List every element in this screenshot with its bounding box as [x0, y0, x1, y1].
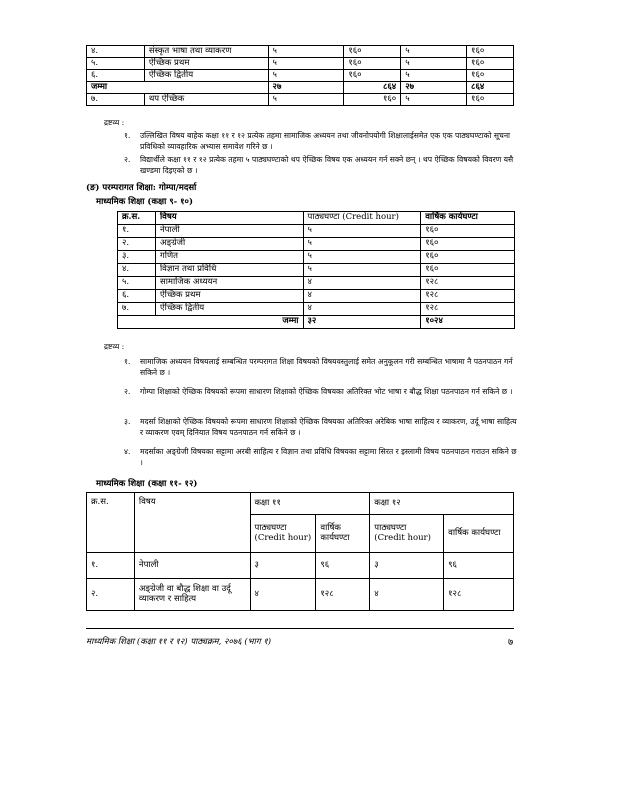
annual-cell: ९६ — [316, 553, 370, 579]
header-annual: वार्षिक कार्यघण्टा — [444, 515, 514, 553]
footer-rule — [86, 628, 514, 629]
table-row — [118, 303, 515, 316]
serial-cell: ७. — [87, 94, 145, 106]
header-annual: वार्षिक कार्यघण्टा — [421, 212, 515, 225]
table-row — [87, 46, 514, 58]
annual-cell: १६० — [467, 94, 514, 106]
note-text: विद्यार्थीले कक्षा ११ र १२ प्रत्येक तहमा ५ पाठ्यघण्टाको थप ऐच्छिक विषय एक अध्ययन गर्न सक्ने छन् । थप ऐच्छिक विषयको विवरण यसै खण्डमा दिइएको छ । — [140, 155, 514, 175]
annual-cell: १६० — [421, 264, 515, 277]
table-title: माध्यमिक शिक्षा (कक्षा ९- १०) — [96, 197, 193, 207]
subject-cell: अङ्ग्रेजी — [155, 238, 303, 251]
annual-cell: १६० — [421, 238, 515, 251]
table-row — [87, 70, 514, 82]
extra-elective-row — [87, 94, 514, 106]
annual-cell: १२८ — [421, 303, 515, 316]
annual-cell: १६० — [421, 225, 515, 238]
subject-cell: नेपाली — [155, 225, 303, 238]
annual-cell: १६० — [467, 70, 514, 82]
table-row — [118, 251, 515, 264]
note-item — [124, 416, 524, 440]
total-label: जम्मा — [87, 82, 269, 94]
notes-label: द्रष्टव्य : — [104, 342, 125, 351]
annual-cell: १६० — [421, 251, 515, 264]
annual-cell: १२८ — [421, 277, 515, 290]
annual-cell: १६० — [344, 70, 401, 82]
annual-cell: ९६ — [444, 553, 514, 579]
subject-cell: गणित — [155, 251, 303, 264]
credit-cell: ५ — [303, 264, 421, 277]
table-row — [87, 58, 514, 70]
note-text: मदर्सा शिक्षाको ऐच्छिक विषयको रूपमा साधारण शिक्षाको ऐच्छिक विषयका अतिरिक्त अरेबिक भाषा साहित्य र व्याकरण, उर्दू भाषा साहित्य र व्याकरण एवम् दिनियात विषय पठनपाठन गर्न सकिने छ । — [140, 417, 517, 437]
table-row — [118, 225, 515, 238]
note-number: ३. — [124, 417, 131, 426]
serial-cell: ४. — [118, 264, 156, 277]
table-row — [87, 579, 514, 611]
note-item — [124, 356, 524, 380]
notes-label: द्रष्टव्य : — [104, 118, 125, 127]
credit-cell: ५ — [303, 251, 421, 264]
serial-cell: ६. — [118, 290, 156, 303]
serial-cell: २. — [118, 238, 156, 251]
credit-cell: ५ — [401, 70, 467, 82]
note-item — [124, 446, 524, 470]
note-item — [124, 154, 524, 178]
total-credit: २७ — [401, 82, 467, 94]
annual-cell: १६० — [344, 94, 401, 106]
subject-cell: ऐच्छिक द्वितीय — [144, 70, 268, 82]
table-row — [87, 553, 514, 579]
credit-cell: ४ — [303, 303, 421, 316]
credit-cell: ५ — [303, 238, 421, 251]
credit-cell: ४ — [303, 290, 421, 303]
header-serial: क्र.स. — [118, 212, 156, 225]
note-text: गोम्पा शिक्षाको ऐच्छिक विषयको रूपमा साधारण शिक्षाको ऐच्छिक विषयका अतिरिक्त भोट भाषा र बौद्ध शिक्षा पठनपाठन गर्न सकिने छ । — [140, 387, 513, 396]
header-credit: पाठ्यघण्टा (Credit hour) — [303, 212, 421, 225]
credit-cell: ५ — [303, 225, 421, 238]
serial-cell: १. — [87, 553, 135, 579]
serial-cell: ५. — [87, 58, 145, 70]
serial-cell: ६. — [87, 70, 145, 82]
header-subject: विषय — [134, 493, 250, 553]
table-row — [118, 264, 515, 277]
annual-cell: १६० — [344, 58, 401, 70]
note-text: सामाजिक अध्ययन विषयलाई सम्बन्धित परम्परागत शिक्षा विषयको विषयवस्तुलाई समेत अनुकूलन गरी सम्बन्धित भाषामा नै पठनपाठन गर्न सकिने छ । — [140, 357, 513, 377]
total-annual: १०२४ — [421, 316, 515, 329]
serial-cell: १. — [118, 225, 156, 238]
subject-cell: ऐच्छिक प्रथम — [155, 290, 303, 303]
secondary-11-12-table — [86, 492, 514, 611]
serial-cell: २. — [87, 579, 135, 611]
annual-cell: १६० — [467, 58, 514, 70]
header-row — [118, 212, 515, 225]
table-row — [118, 277, 515, 290]
note-item — [124, 130, 524, 154]
header-class-12: कक्षा १२ — [370, 493, 514, 515]
table-title: माध्यमिक शिक्षा (कक्षा ११- १२) — [96, 479, 198, 489]
subject-cell: थप ऐच्छिक — [144, 94, 268, 106]
subject-cell: ऐच्छिक द्वितीय — [155, 303, 303, 316]
table-row — [118, 290, 515, 303]
credit-cell: ५ — [401, 58, 467, 70]
total-row — [118, 316, 515, 329]
serial-cell: ४. — [87, 46, 145, 58]
footer-text: माध्यमिक शिक्षा (कक्षा ११ र १२) पाठ्यक्रम, २०७६ (भाग १) — [86, 637, 272, 647]
subject-cell: संस्कृत भाषा तथा व्याकरण — [144, 46, 268, 58]
subject-cell: विज्ञान तथा प्रविधि — [155, 264, 303, 277]
header-annual: वार्षिक कार्यघण्टा — [316, 515, 370, 553]
subject-cell: नेपाली — [134, 553, 250, 579]
note-number: २. — [124, 155, 131, 164]
header-credit: पाठ्यघण्टा (Credit hour) — [250, 515, 316, 553]
note-item — [124, 386, 524, 410]
credit-cell: ५ — [401, 46, 467, 58]
serial-cell: ३. — [118, 251, 156, 264]
total-annual: ८६४ — [344, 82, 401, 94]
annual-cell: १६० — [344, 46, 401, 58]
total-row — [87, 82, 514, 94]
header-credit: पाठ्यघण्टा (Credit hour) — [370, 515, 444, 553]
header-serial: क्र.स. — [87, 493, 135, 553]
total-credit: ३२ — [303, 316, 421, 329]
credit-cell: ४ — [370, 579, 444, 611]
credit-cell: ४ — [250, 579, 316, 611]
serial-cell: ५. — [118, 277, 156, 290]
secondary-9-10-table — [117, 211, 515, 329]
total-annual: ८६४ — [467, 82, 514, 94]
note-text: मदर्साका अङ्ग्रेजी विषयका सट्टामा अरबी साहित्य र विज्ञान तथा प्रविधि विषयका सट्टामा सिरत र इस्लामी विषय पठनपाठन गराउन सकिने छ । — [140, 447, 517, 467]
credit-cell: ४ — [303, 277, 421, 290]
credit-cell: ३ — [370, 553, 444, 579]
serial-cell: ७. — [118, 303, 156, 316]
section-heading: (ङ) परम्परागत शिक्षा: गोम्पा/मदर्सा — [86, 183, 197, 193]
subject-cell: ऐच्छिक प्रथम — [144, 58, 268, 70]
credit-cell: ५ — [268, 70, 344, 82]
note-text: उल्लिखित विषय बाहेक कक्षा ११ र १२ प्रत्येक तहमा सामाजिक अध्ययन तथा जीवनोपयोगी शिक्षालाईसमेत एक एक पाठ्यघण्टाको सूचना प्रविधिको व्यावहारिक अभ्यास समावेश गरिने छ । — [140, 131, 511, 151]
header-class-11: कक्षा ११ — [250, 493, 370, 515]
credit-cell: ५ — [268, 46, 344, 58]
subject-cell: सामाजिक अध्ययन — [155, 277, 303, 290]
page-number: ७ — [508, 637, 514, 648]
note-number: १. — [124, 357, 131, 366]
note-number: १. — [124, 131, 131, 140]
total-credit: २७ — [268, 82, 344, 94]
credit-cell: ५ — [268, 94, 344, 106]
note-number: ४. — [124, 447, 131, 456]
note-number: २. — [124, 387, 131, 396]
annual-cell: १२८ — [421, 290, 515, 303]
annual-cell: १६० — [467, 46, 514, 58]
table-row — [118, 238, 515, 251]
annual-cell: १२८ — [444, 579, 514, 611]
header-row — [87, 493, 514, 515]
header-subject: विषय — [155, 212, 303, 225]
annual-cell: १२८ — [316, 579, 370, 611]
total-label: जम्मा — [118, 316, 304, 329]
subject-cell: अङ्ग्रेजी वा बौद्ध शिक्षा वा उर्दू व्याकरण र साहित्य — [134, 579, 250, 611]
subjects-table-continued — [86, 45, 514, 106]
credit-cell: ५ — [401, 94, 467, 106]
credit-cell: ३ — [250, 553, 316, 579]
credit-cell: ५ — [268, 58, 344, 70]
